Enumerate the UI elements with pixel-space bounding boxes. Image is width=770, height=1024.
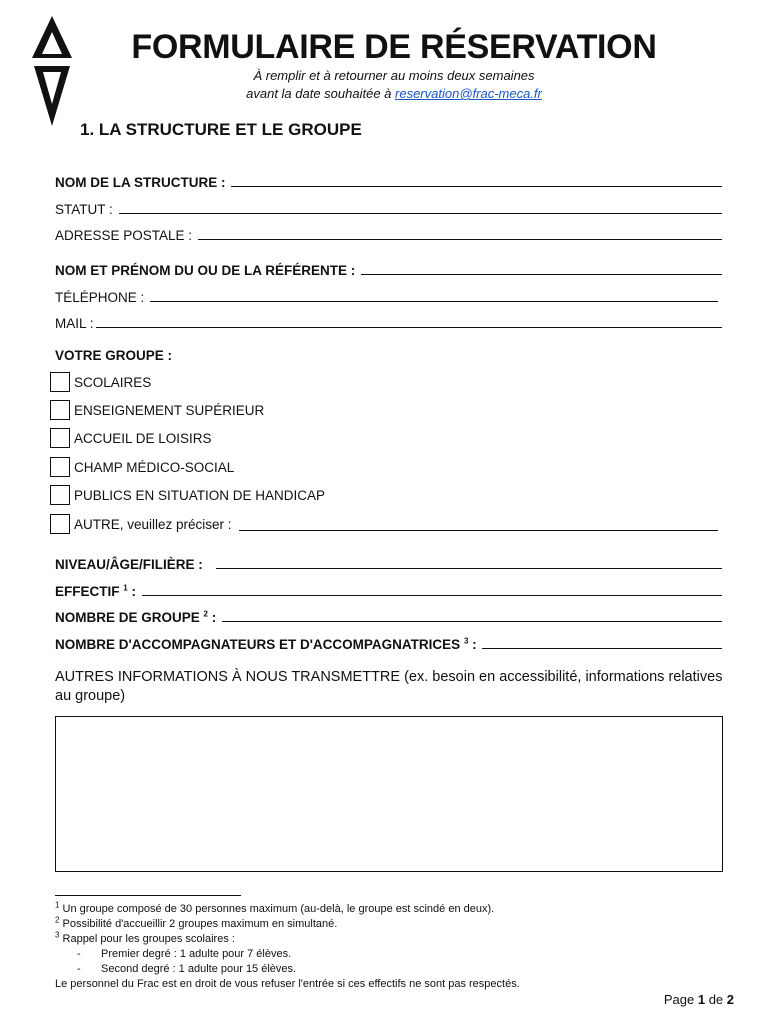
checkbox-autre[interactable]: [50, 514, 718, 534]
groupes-colon: :: [207, 610, 220, 625]
accompagnateurs-field[interactable]: [55, 632, 722, 652]
page-current: 1: [697, 992, 706, 1007]
subtitle-line-2-text: avant la date souhaitée à: [246, 86, 396, 101]
effectif-colon: :: [127, 584, 140, 599]
subtitle-line-1: À remplir et à retourner au moins deux semaines: [253, 68, 535, 83]
footnote-sub-text-2: Second degré : 1 adulte pour 15 élèves.: [101, 963, 297, 975]
footnote-3: [55, 932, 745, 947]
effectif-input-line[interactable]: [142, 595, 722, 596]
group-title: VOTRE GROUPE :: [55, 348, 173, 363]
frac-logo: [28, 14, 76, 128]
checkbox-box[interactable]: [50, 514, 70, 534]
checkbox-label: PUBLICS EN SITUATION DE HANDICAP: [74, 487, 326, 503]
footnote-ref-2: 2: [203, 609, 208, 619]
other-info-label: AUTRES INFORMATIONS À NOUS TRANSMETTRE (ex. besoin en accessibilité, informations relatives au groupe): [55, 669, 723, 704]
footnote-1: [55, 902, 745, 917]
page-label: Page: [663, 992, 698, 1007]
checkbox-label: ACCUEIL DE LOISIRS: [74, 430, 212, 446]
groupes-field[interactable]: [55, 605, 722, 625]
accompagnateurs-text: NOMBRE D'ACCOMPAGNATEURS ET D'ACCOMPAGNATRICES: [55, 637, 461, 652]
other-info-textarea[interactable]: [55, 716, 723, 872]
niveau-field[interactable]: [55, 552, 722, 572]
footnote-ref-1: 1: [123, 583, 128, 593]
footnote-text-1: Un groupe composé de 30 personnes maximum (au-delà, le groupe est scindé en deux).: [59, 903, 495, 915]
checkbox-box[interactable]: [50, 400, 70, 420]
checkbox-label: SCOLAIRES: [74, 374, 152, 390]
telephone-input-line[interactable]: [150, 301, 718, 302]
footnote-last: Le personnel du Frac est en droit de vous refuser l'entrée si ces effectifs ne sont pas respectés.: [55, 978, 520, 990]
effectif-field[interactable]: [55, 579, 722, 599]
form-title: FORMULAIRE DE RÉSERVATION: [131, 28, 657, 66]
effectif-text: EFFECTIF: [55, 584, 120, 599]
adresse-label: ADRESSE POSTALE :: [55, 228, 196, 243]
adresse-field[interactable]: [55, 223, 722, 243]
mail-input-line[interactable]: [96, 327, 722, 328]
bullet-dash: -: [77, 963, 81, 975]
telephone-field[interactable]: [55, 285, 718, 305]
niveau-input-line[interactable]: [216, 568, 722, 569]
checkbox-label: CHAMP MÉDICO-SOCIAL: [74, 459, 235, 475]
footnote-sub-text-1: Premier degré : 1 adulte pour 7 élèves.: [101, 948, 292, 960]
effectif-label: [55, 584, 140, 599]
mail-field[interactable]: [55, 311, 722, 331]
statut-label: STATUT :: [55, 202, 117, 217]
footnote-text-3: Rappel pour les groupes scolaires :: [59, 933, 235, 945]
niveau-label: NIVEAU/ÂGE/FILIÈRE :: [55, 557, 211, 572]
footnote-sub-2: [55, 962, 745, 977]
footnote-divider: [55, 895, 241, 896]
footnote-text-2: Possibilité d'accueillir 2 groupes maximum en simultané.: [59, 918, 338, 930]
checkbox-scolaires[interactable]: [50, 372, 151, 392]
footnote-number-3: 3: [55, 930, 60, 940]
checkbox-box[interactable]: [50, 457, 70, 477]
footnote-ref-3: 3: [463, 636, 469, 646]
adresse-input-line[interactable]: [198, 239, 722, 240]
form-subtitle: [96, 67, 692, 103]
page-number: [664, 992, 734, 1007]
footnote-number-2: 2: [55, 915, 60, 925]
checkbox-accueil-loisirs[interactable]: [50, 428, 212, 448]
checkbox-box[interactable]: [50, 428, 70, 448]
structure-label: NOM DE LA STRUCTURE :: [55, 175, 230, 190]
footnote-2: [55, 917, 745, 932]
referent-input-line[interactable]: [361, 274, 722, 275]
statut-field[interactable]: [55, 197, 722, 217]
statut-input-line[interactable]: [119, 213, 722, 214]
structure-field[interactable]: [55, 170, 722, 190]
groupes-text: NOMBRE DE GROUPE: [55, 610, 200, 625]
subtitle-line-2: [96, 85, 692, 103]
mail-label: MAIL :: [55, 316, 94, 331]
checkbox-label: ENSEIGNEMENT SUPÉRIEUR: [74, 402, 265, 418]
groupes-input-line[interactable]: [222, 621, 722, 622]
footnote-sub-1: [55, 947, 745, 962]
autre-input-line[interactable]: [239, 530, 718, 531]
bullet-dash: -: [77, 948, 81, 960]
checkbox-medico-social[interactable]: [50, 457, 234, 477]
footnotes: [55, 902, 745, 992]
checkbox-handicap[interactable]: [50, 485, 325, 505]
checkbox-box[interactable]: [50, 485, 70, 505]
accompagnateurs-input-line[interactable]: [482, 648, 722, 649]
structure-input-line[interactable]: [231, 186, 722, 187]
page-of: de: [705, 992, 727, 1007]
accompagnateurs-label: [55, 637, 480, 652]
page-total: 2: [726, 992, 734, 1007]
referent-field[interactable]: [55, 258, 722, 278]
section-title: 1. LA STRUCTURE ET LE GROUPE: [80, 120, 362, 139]
checkbox-enseignement-superieur[interactable]: [50, 400, 264, 420]
reservation-email-link[interactable]: reservation@frac-meca.fr: [395, 86, 542, 101]
referent-label: NOM ET PRÉNOM DU OU DE LA RÉFÉRENTE :: [55, 263, 360, 278]
checkbox-box[interactable]: [50, 372, 70, 392]
footnote-number-1: 1: [55, 900, 60, 910]
accompagnateurs-colon: :: [468, 637, 481, 652]
checkbox-label: AUTRE, veuillez préciser :: [74, 516, 236, 532]
telephone-label: TÉLÉPHONE :: [55, 290, 149, 305]
groupes-label: [55, 610, 220, 625]
